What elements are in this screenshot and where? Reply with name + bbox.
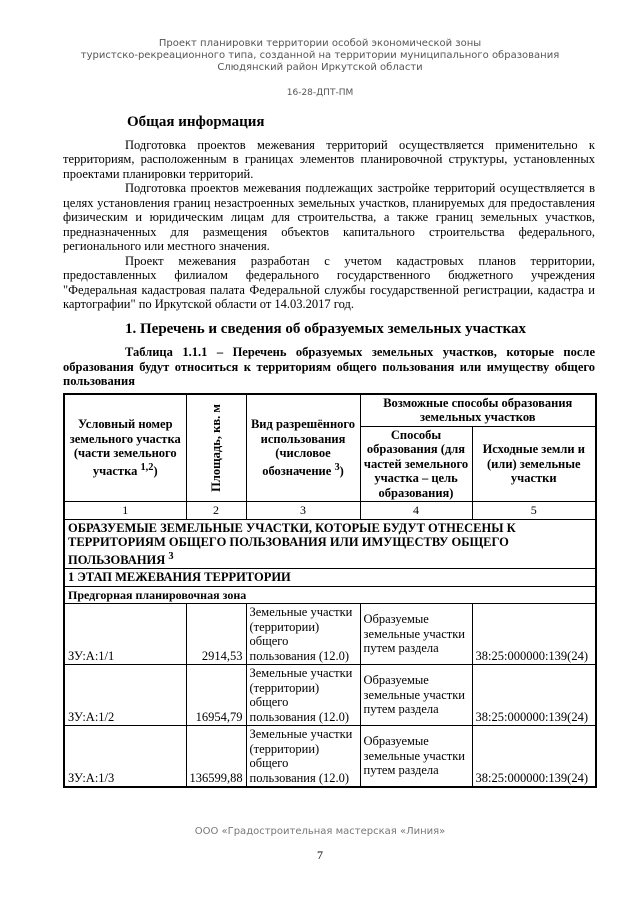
page-header	[0, 38, 640, 74]
page-number: 7	[317, 848, 323, 862]
table-row	[64, 604, 596, 665]
header-line-1: Проект планировки территории особой экономической зоны	[158, 38, 482, 49]
table-row	[64, 665, 596, 726]
table-section-title: ОБРАЗУЕМЫЕ ЗЕМЕЛЬНЫЕ УЧАСТКИ, КОТОРЫЕ БУДУТ ОТНЕСЕНЫ К ТЕРРИТОРИЯМ ОБЩЕГО ПОЛЬЗОВАНИЯ ИЛИ ИМУЩЕСТВУ ОБЩЕГО ПОЛЬЗОВАНИЯ $^3$	[64, 519, 596, 569]
plot-method: Образуемые земельные участки путем раздела	[360, 726, 472, 788]
header-line-3: Слюдянский район Иркутской области	[217, 62, 423, 73]
plot-use: Земельные участки (территории) общего пользования (12.0)	[246, 604, 360, 665]
column-number: 2	[186, 502, 246, 520]
paragraph-2: Подготовка проектов межевания подлежащих застройке территорий осуществляется в целях установления границ незастроенных земельных участков, планируемых для предоставления физическим и юридическим лицам для строительства, а также границ земельных участков, предназначенных для размещения объектов капитального строительства федерального, регионального или местного значения.	[63, 181, 595, 253]
page-content	[63, 112, 595, 788]
plot-use: Земельные участки (территории) общего пользования (12.0)	[246, 665, 360, 726]
table-title: Таблица 1.1.1 – Перечень образуемых земельных участков, которые после образования будут относиться к территориям общего пользования или имуществу общего пользования	[63, 345, 595, 388]
plot-area: 2914,53	[186, 604, 246, 665]
column-number: 1	[64, 502, 186, 520]
plot-source: 38:25:000000:139(24)	[472, 726, 596, 788]
col-header-method: Способы образования (для частей земельного участка – цель образования)	[360, 426, 472, 502]
section-heading: 1. Перечень и сведения об образуемых земельных участках	[125, 320, 526, 337]
plot-area: 16954,79	[186, 665, 246, 726]
col-header-conditional-number: Условный номер земельного участка (части земельного участка $^{1,2}$)	[64, 394, 186, 502]
table-stage-row	[64, 569, 596, 587]
plot-method: Образуемые земельные участки путем раздела	[360, 665, 472, 726]
column-number: 3	[246, 502, 360, 520]
plot-method: Образуемые земельные участки путем раздела	[360, 604, 472, 665]
col-header-source: Исходные земли и (или) земельные участки	[472, 426, 596, 502]
column-number-row	[64, 502, 596, 520]
plot-use: Земельные участки (территории) общего пользования (12.0)	[246, 726, 360, 788]
column-number: 4	[360, 502, 472, 520]
general-heading: Общая информация	[127, 114, 265, 130]
plot-source: 38:25:000000:139(24)	[472, 604, 596, 665]
table-zone-title: Предгорная планировочная зона	[64, 586, 596, 604]
plot-id: ЗУ:А:1/3	[64, 726, 186, 788]
document-code: 16-28-ДПТ-ПМ	[286, 88, 354, 98]
table-zone-row	[64, 586, 596, 604]
land-plots-table	[63, 393, 597, 789]
table-row	[64, 726, 596, 788]
paragraph-1: Подготовка проектов межевания территорий осуществляется применительно к территориям, расположенным в границах элементов планировочной структуры, установленных проектами планировки территорий.	[63, 137, 595, 181]
header-line-2: туристско-рекреационного типа, созданной на территории муниципального образования	[80, 50, 560, 61]
paragraph-3: Проект межевания разработан с учетом кадастровых планов территории, предоставленных филиалом федерального государственного бюджетного учреждения "Федеральная кадастровая палата Федеральной службы государственной регистрации, кадастра и картографии" по Иркутской области от 14.03.2017 год.	[63, 253, 595, 311]
col-header-permitted-use: Вид разрешённого использования (числовое обозначение $^3$)	[246, 394, 360, 502]
plot-id: ЗУ:А:1/1	[64, 604, 186, 665]
plot-source: 38:25:000000:139(24)	[472, 665, 596, 726]
col-header-area: Площадь, кв. м	[186, 394, 246, 502]
col-header-formation-methods: Возможные способы образования земельных участков	[360, 394, 596, 427]
table-stage-title: 1 ЭТАП МЕЖЕВАНИЯ ТЕРРИТОРИИ	[64, 569, 596, 587]
table-header-row-1	[64, 394, 596, 427]
column-number: 5	[472, 502, 596, 520]
plot-area: 136599,88	[186, 726, 246, 788]
plot-id: ЗУ:А:1/2	[64, 665, 186, 726]
footer-organization: ООО «Градостроительная мастерская «Линия»	[194, 826, 446, 837]
table-section-row	[64, 519, 596, 569]
